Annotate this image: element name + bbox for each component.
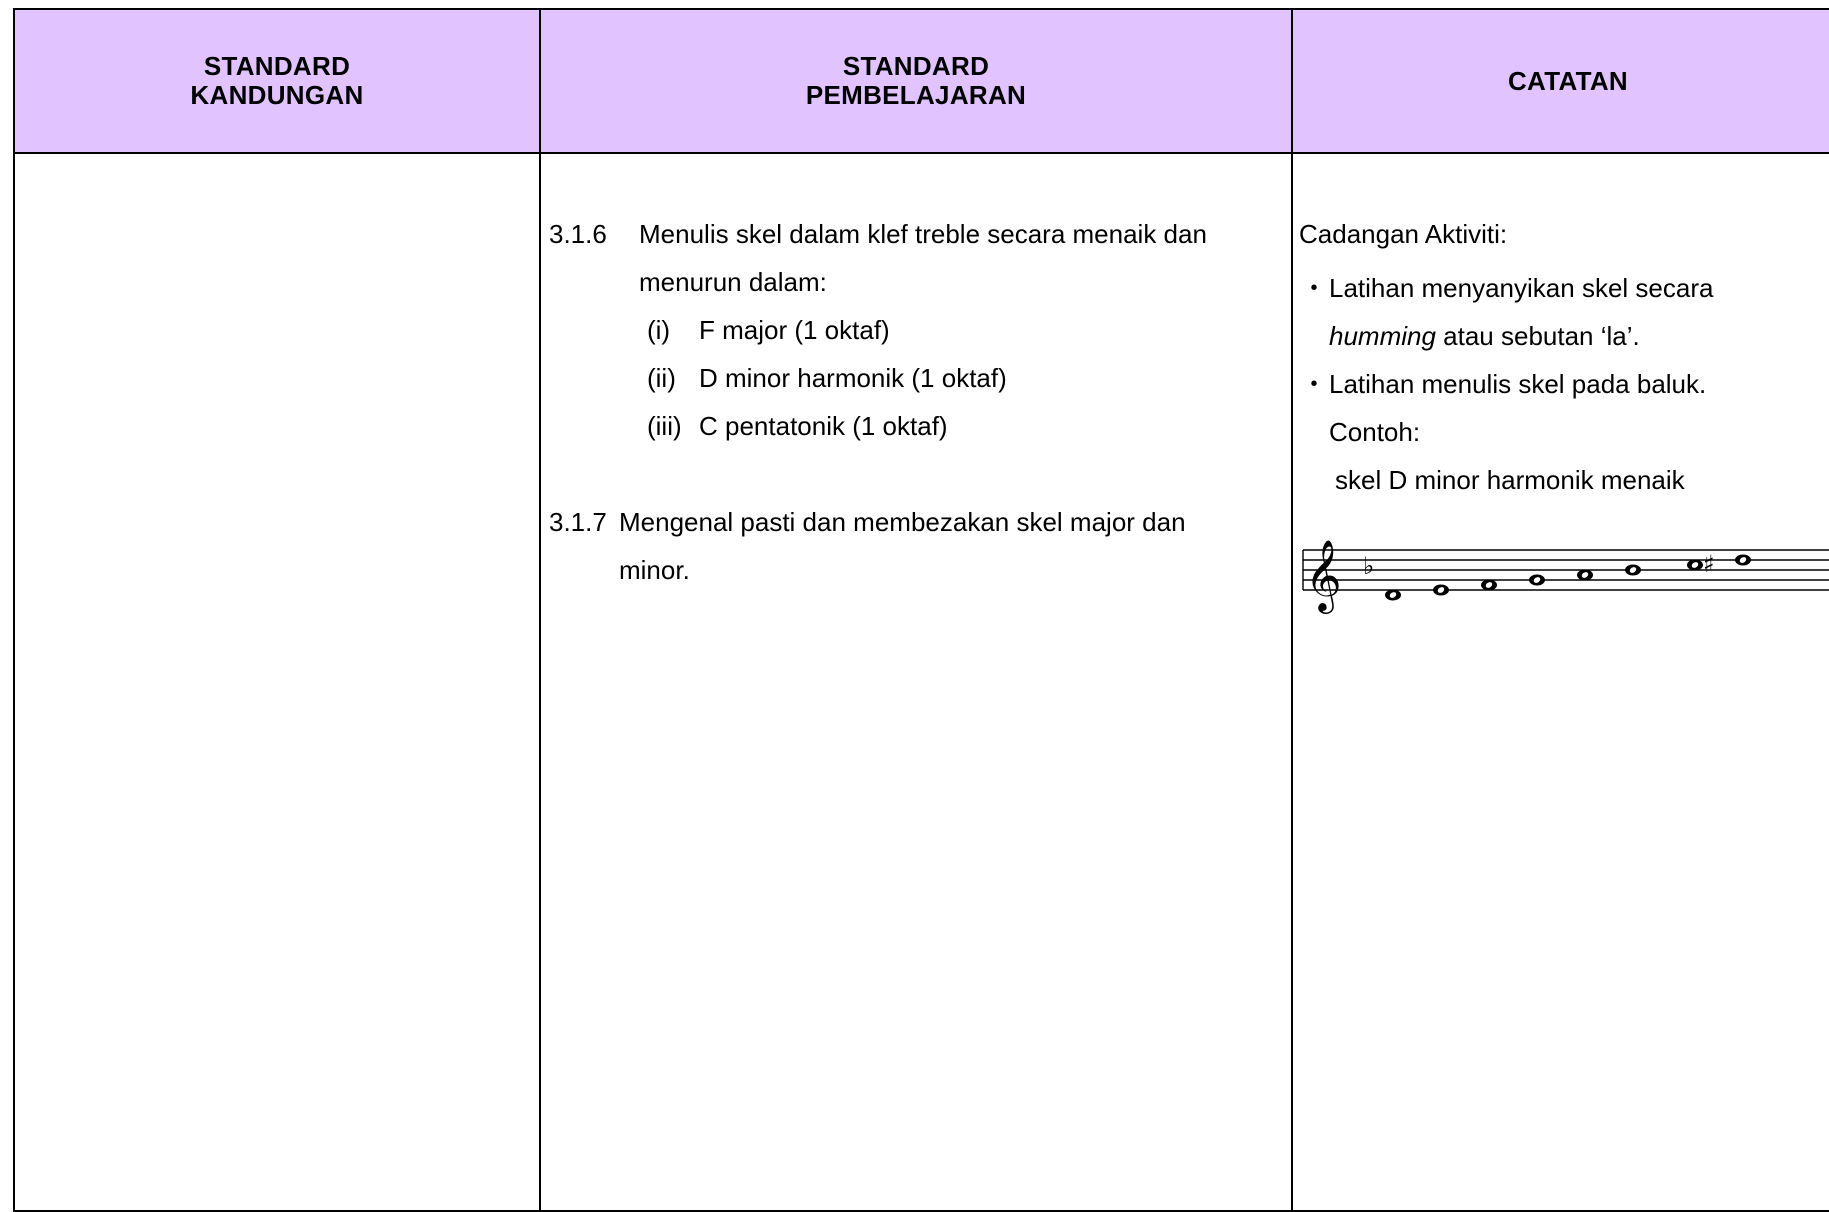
music-staff-figure	[1297, 530, 1829, 620]
treble-clef-icon: 𝄞	[1305, 538, 1342, 611]
sub-item	[549, 402, 1281, 450]
sub-item-roman: (ii)	[647, 363, 676, 393]
sub-item-roman: (i)	[647, 315, 671, 345]
learning-standard-3-1-6	[549, 210, 1281, 450]
header-row	[14, 9, 1829, 153]
activity-text: Latihan menulis skel pada baluk.	[1329, 369, 1707, 399]
body-row	[14, 153, 1829, 1211]
header-col2-line2: PEMBELAJARAN	[805, 80, 1027, 110]
whole-note	[1433, 585, 1449, 596]
header-catatan	[1292, 9, 1829, 153]
whole-note	[1481, 580, 1497, 591]
standard-pembelajaran-cell	[540, 153, 1292, 1211]
learning-standard-3-1-7	[549, 498, 1281, 594]
catatan-content	[1293, 154, 1829, 620]
sharp-icon: ♯	[1703, 550, 1715, 578]
staff-lines	[1303, 550, 1829, 590]
standard-pembelajaran-content	[541, 154, 1291, 594]
bullet-icon: •	[1310, 373, 1318, 395]
catatan-cell	[1292, 153, 1829, 1211]
learning-standard-number: 3.1.7	[549, 507, 607, 537]
d-minor-harmonic-scale-staff	[1297, 530, 1829, 620]
suggested-activities-heading: Cadangan Aktiviti:	[1299, 219, 1508, 249]
learning-standard-text-cont: minor.	[619, 555, 690, 585]
sub-item-text: D minor harmonik (1 oktaf)	[699, 363, 1007, 393]
learning-standard-text: Mengenal pasti dan membezakan skel major dan	[619, 507, 1186, 537]
header-standard-kandungan	[14, 9, 540, 153]
sub-item	[549, 306, 1281, 354]
activity-text: Latihan menyanyikan skel secara	[1329, 273, 1714, 303]
header-standard-pembelajaran	[540, 9, 1292, 153]
sub-item-text: F major (1 oktaf)	[699, 315, 890, 345]
whole-note	[1625, 565, 1641, 576]
bullet-icon: •	[1310, 277, 1318, 299]
example-heading: Contoh:	[1329, 417, 1421, 447]
header-col1-line1: STANDARD	[203, 51, 351, 81]
whole-note	[1577, 570, 1593, 581]
header-col2-line1: STANDARD	[842, 51, 990, 81]
learning-standard-number: 3.1.6	[549, 219, 607, 249]
example-caption: skel D minor harmonik menaik	[1335, 465, 1685, 495]
header-col3-label: CATATAN	[1507, 65, 1629, 96]
whole-note	[1385, 590, 1401, 601]
curriculum-table	[13, 8, 1829, 1212]
whole-note	[1687, 560, 1703, 571]
activity-italic-text: humming	[1329, 321, 1436, 351]
flat-icon: ♭	[1363, 552, 1375, 580]
sub-item-roman: (iii)	[647, 411, 682, 441]
spacer	[549, 450, 1281, 498]
sub-item	[549, 354, 1281, 402]
learning-standard-text: Menulis skel dalam klef treble secara menaik dan	[639, 219, 1207, 249]
sub-item-text: C pentatonik (1 oktaf)	[699, 411, 948, 441]
notes-layer	[1385, 555, 1751, 601]
activity-list	[1299, 264, 1829, 408]
whole-note	[1735, 555, 1751, 566]
activity-item	[1299, 360, 1829, 408]
learning-standard-text-cont: menurun dalam:	[639, 267, 827, 297]
whole-note	[1529, 575, 1545, 586]
header-col1-line2: KANDUNGAN	[190, 80, 364, 110]
standard-kandungan-cell	[14, 153, 540, 1211]
activity-item	[1299, 264, 1829, 360]
activity-text-cont: atau sebutan ‘la’.	[1435, 321, 1640, 351]
